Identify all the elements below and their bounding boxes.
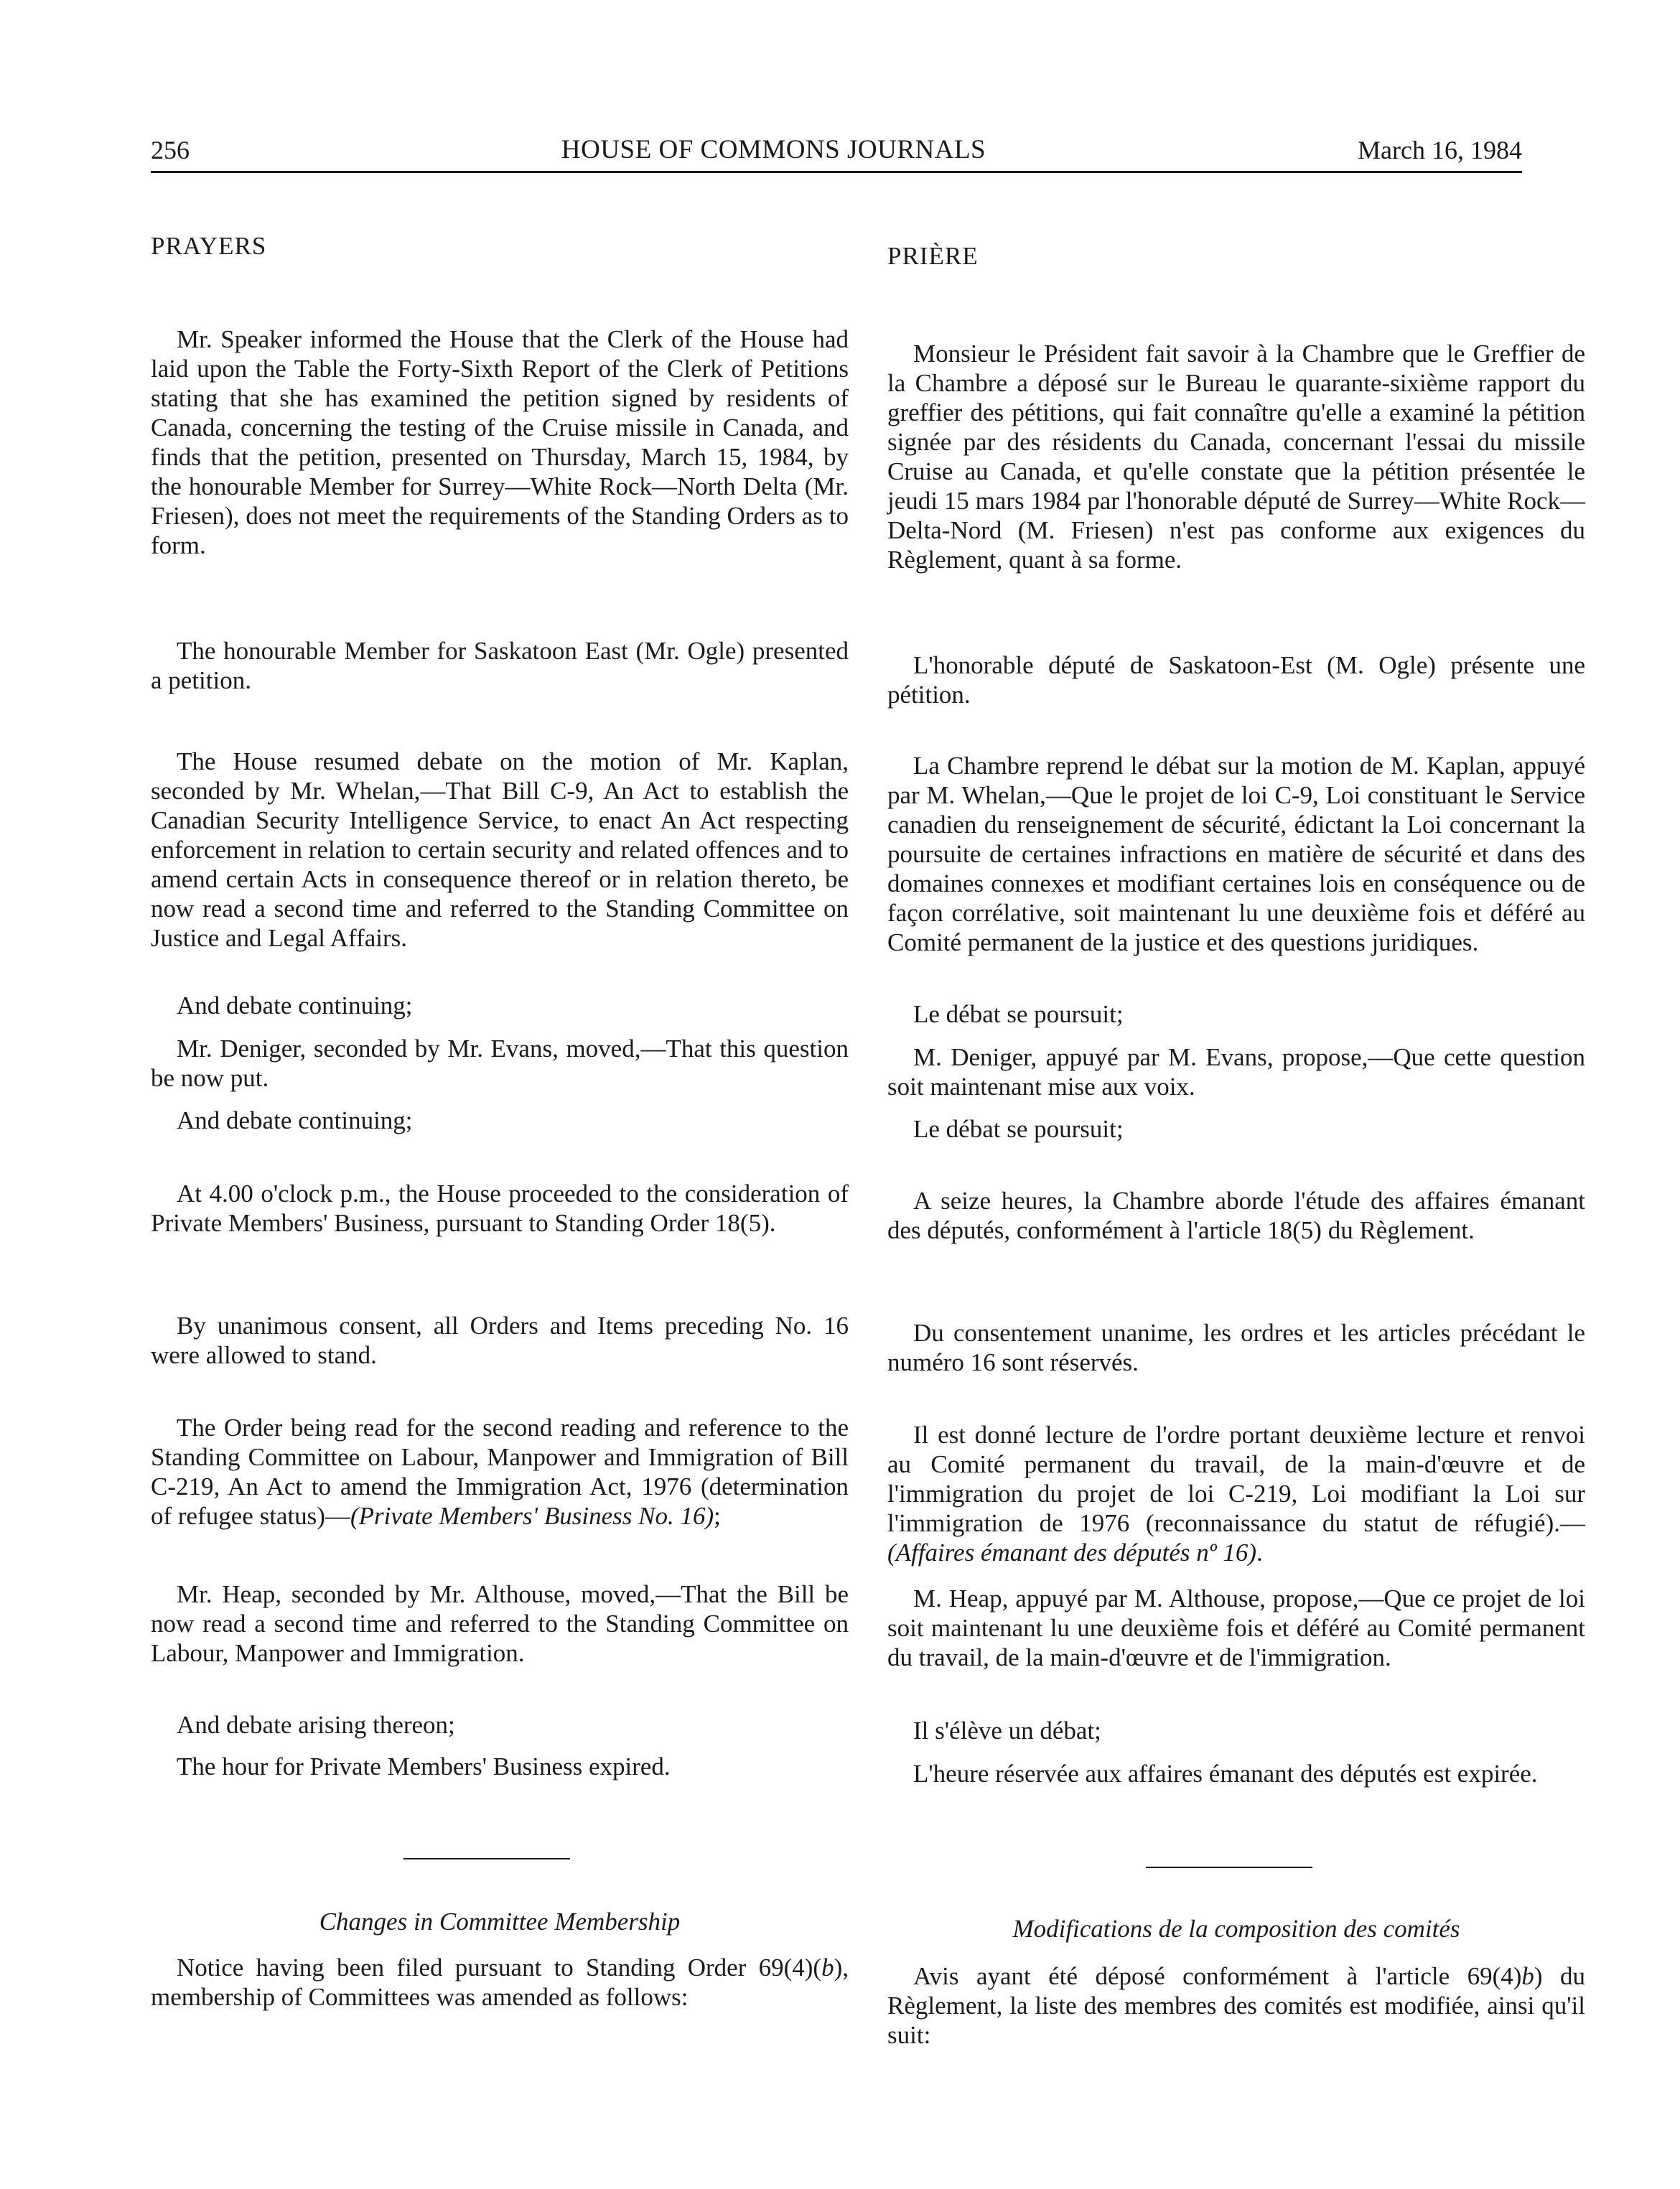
- paragraph-unanimous-consent: Du consentement unanime, les ordres et les articles précédant le numéro 16 sont réservés.: [887, 1319, 1585, 1376]
- changes-heading: Modifications de la composition des comités: [1012, 1915, 1460, 1943]
- paragraph-petition-presented: L'honorable député de Saskatoon-Est (M. Ogle) présente une pétition.: [887, 651, 1585, 709]
- paragraph-unanimous-consent: By unanimous consent, all Orders and Items preceding No. 16 were allowed to stand.: [151, 1312, 849, 1369]
- paragraph-deniger-motion: M. Deniger, appuyé par M. Evans, propose,—Que cette question soit maintenant mise aux voix.: [887, 1043, 1585, 1101]
- paragraph-bill-c219: Il est donné lecture de l'ordre portant deuxième lecture et renvoi au Comité permanent du travail, de la main-d'œuvre et de l'immigration du projet de loi C-219, Loi modifiant la Loi sur l'immigration de 1976 (reconnaissance du statut de réfugié).—(Affaires émanant des députés nº 16).: [887, 1421, 1585, 1567]
- paragraph-petition-report: Monsieur le Président fait savoir à la Chambre que le Greffier de la Chambre a déposé sur le Bureau le quarante-sixième rapport du greffier des pétitions, qui fait connaître qu'elle a examiné la pétition signée par des résidents du Canada, concernant l'essai du missile Cruise au Canada, et qu'elle constate que la pétition présentée le jeudi 15 mars 1984 par l'honorable député de Surrey—White Rock—Delta-Nord (M. Friesen) n'est pas conforme aux exigences du Règlement, quant à sa forme.: [887, 340, 1585, 574]
- paragraph-heap-motion: M. Heap, appuyé par M. Althouse, propose,—Que ce projet de loi soit maintenant lu une deuxième fois et déféré au Comité permanent du travail, de la main-d'œuvre et de l'immigration.: [887, 1584, 1585, 1671]
- section-heading: PRIÈRE: [887, 242, 979, 270]
- section-heading: PRAYERS: [151, 232, 267, 260]
- changes-heading: Changes in Committee Membership: [319, 1908, 681, 1936]
- paragraph-debate-arising: And debate arising thereon;: [177, 1711, 455, 1739]
- paragraph-bill-c219: The Order being read for the second reading and reference to the Standing Committee on Labour, Manpower and Immigration of Bill C-219, An Act to amend the Immigration Act, 1976 (determination of refugee status)—(Private Members' Business No. 16);: [151, 1414, 849, 1530]
- paragraph-hour-expired: L'heure réservée aux affaires émanant des députés est expirée.: [913, 1760, 1538, 1788]
- paragraph-debate-arising: Il s'élève un débat;: [913, 1717, 1101, 1745]
- paragraph-private-members-business: A seize heures, la Chambre aborde l'étude des affaires émanant des députés, conformément à l'article 18(5) du Règlement.: [887, 1187, 1585, 1244]
- paragraph-membership-notice: Notice having been filed pursuant to Standing Order 69(4)(b), membership of Committees was amended as follows:: [151, 1954, 849, 2011]
- paragraph-heap-motion: Mr. Heap, seconded by Mr. Althouse, moved,—That the Bill be now read a second time and referred to the Standing Committee on Labour, Manpower and Immigration.: [151, 1580, 849, 1667]
- page-number: 256: [151, 136, 190, 164]
- paragraph-debate-bill-c9: La Chambre reprend le débat sur la motion de M. Kaplan, appuyé par M. Whelan,—Que le projet de loi C-9, Loi constituant le Service canadien du renseignement de sécurité, édictant la Loi concernant la poursuite de certaines infractions en matière de sécurité et dans des domaines connexes et modifiant certaines lois en conséquence ou de façon corrélative, soit maintenant lu une deuxième fois et déféré au Comité permanent de la justice et des questions juridiques.: [887, 752, 1585, 956]
- journal-title: HOUSE OF COMMONS JOURNALS: [561, 135, 986, 164]
- paragraph-debate-continuing: Le débat se poursuit;: [913, 1000, 1124, 1028]
- paragraph-debate-bill-c9: The House resumed debate on the motion of Mr. Kaplan, seconded by Mr. Whelan,—That Bill C-9, An Act to establish the Canadian Security Intelligence Service, to enact An Act respecting enforcement in relation to certain security and related offences and to amend certain Acts in consequence thereof or in relation thereto, be now read a second time and referred to the Standing Committee on Justice and Legal Affairs.: [151, 747, 849, 952]
- paragraph-debate-continuing-2: Le débat se poursuit;: [913, 1115, 1124, 1143]
- running-head: [151, 136, 1522, 163]
- paragraph-petition-presented: The honourable Member for Saskatoon East (Mr. Ogle) presented a petition.: [151, 637, 849, 694]
- section-divider: [1146, 1867, 1312, 1868]
- header-rule: [151, 171, 1522, 173]
- paragraph-hour-expired: The hour for Private Members' Business expired.: [177, 1752, 671, 1780]
- paragraph-membership-notice: Avis ayant été déposé conformément à l'article 69(4)b) du Règlement, la liste des membres des comités est modifiée, ainsi qu'il suit:: [887, 1962, 1586, 2049]
- journal-date: March 16, 1984: [1358, 136, 1522, 164]
- section-divider: [403, 1858, 570, 1859]
- paragraph-petition-report: Mr. Speaker informed the House that the Clerk of the House had laid upon the Table the Forty-Sixth Report of the Clerk of Petitions stating that she has examined the petition signed by residents of Canada, concerning the testing of the Cruise missile in Canada, and finds that the petition, presented on Thursday, March 15, 1984, by the honourable Member for Surrey—White Rock—North Delta (Mr. Friesen), does not meet the requirements of the Standing Orders as to form.: [151, 325, 849, 559]
- paragraph-debate-continuing-2: And debate continuing;: [177, 1106, 413, 1134]
- paragraph-private-members-business: At 4.00 o'clock p.m., the House proceeded to the consideration of Private Members' Business, pursuant to Standing Order 18(5).: [151, 1180, 849, 1237]
- paragraph-deniger-motion: Mr. Deniger, seconded by Mr. Evans, moved,—That this question be now put.: [151, 1035, 849, 1092]
- paragraph-debate-continuing: And debate continuing;: [177, 991, 413, 1019]
